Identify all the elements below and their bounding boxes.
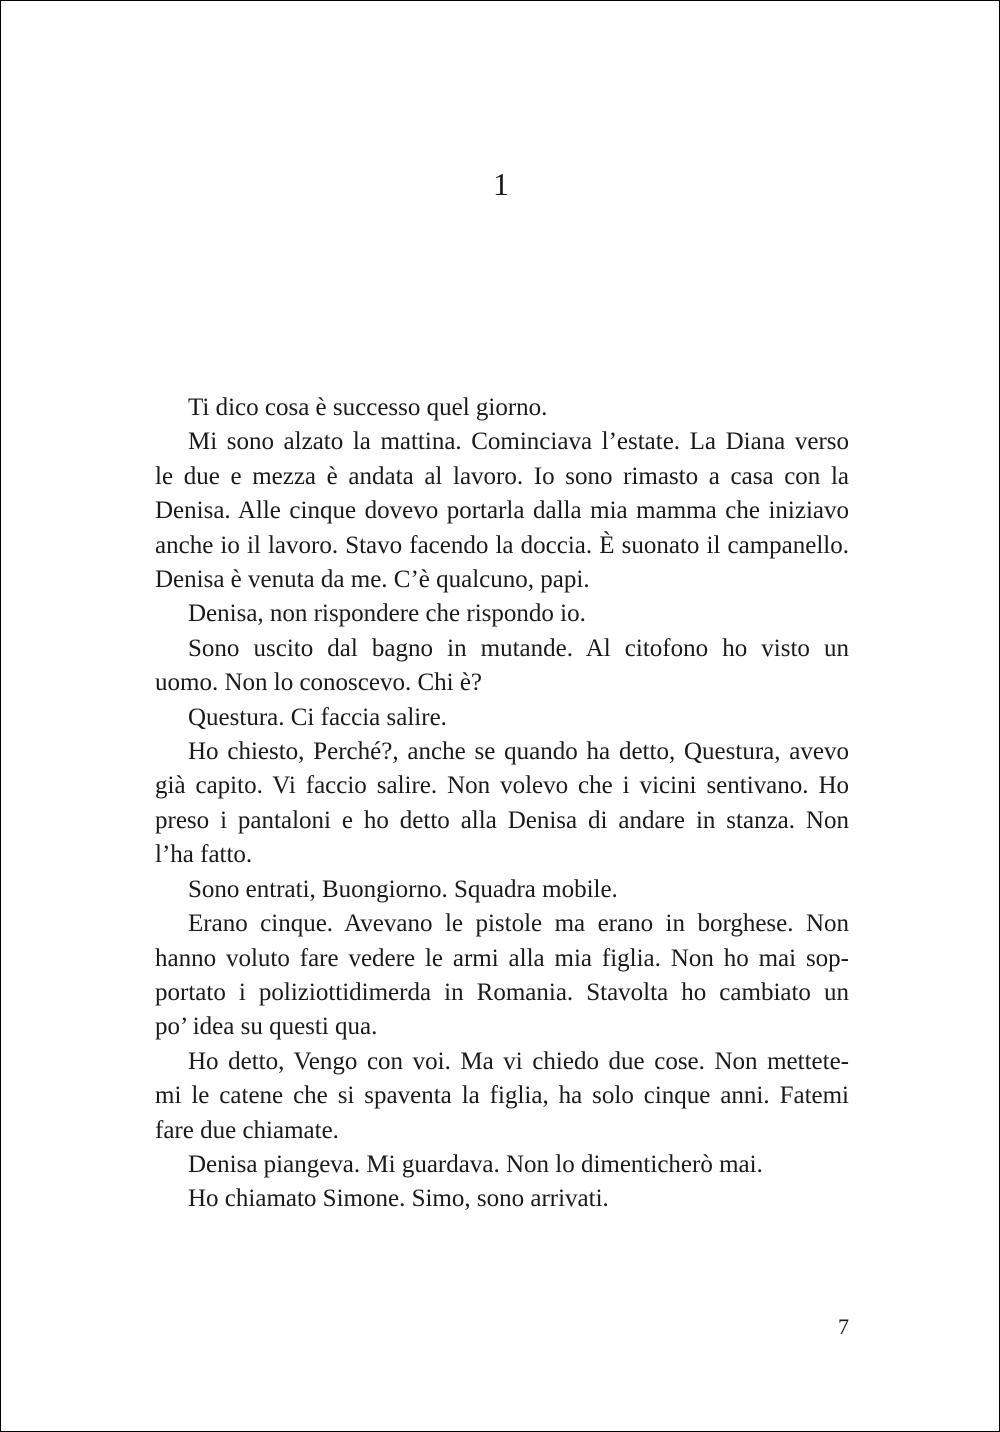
text-line: Ho detto, Vengo con voi. Ma vi chiedo due cose. Non mettete-: [188, 1047, 849, 1075]
text-line: l’ha fatto.: [155, 841, 253, 869]
text-line: Ti dico cosa è successo quel giorno.: [188, 394, 548, 421]
text-line: Denisa. Alle cinque dovevo portarla dalla mia mamma che iniziavo: [155, 497, 849, 525]
paragraph: [155, 907, 849, 1045]
text-line: Denisa piangeva. Mi guardava. Non lo dimenticherò mai.: [188, 1150, 763, 1178]
chapter-body: [155, 391, 849, 1217]
text-line: Denisa, non rispondere che rispondo io.: [188, 600, 586, 628]
text-line: Mi sono alzato la mattina. Cominciava l’estate. La Diana verso: [188, 428, 849, 456]
paragraph: [155, 1045, 849, 1148]
paragraph: [155, 632, 849, 701]
chapter-number: 1: [493, 166, 509, 202]
text-line: hanno voluto fare vedere le armi alla mia figlia. Non ho mai sop-: [155, 944, 849, 972]
text-line: portato i poliziottidimerda in Romania. Stavolta ho cambiato un: [155, 978, 849, 1006]
text-line: po’ idea su questi qua.: [155, 1013, 378, 1041]
text-line: Denisa è venuta da me. C’è qualcuno, papi.: [155, 566, 590, 594]
text-line: fare due chiamate.: [155, 1116, 339, 1144]
paragraph: [155, 1182, 849, 1216]
text-line: Sono uscito dal bagno in mutande. Al citofono ho visto un: [188, 634, 849, 662]
paragraph: [155, 873, 849, 907]
text-line: Ho chiamato Simone. Simo, sono arrivati.: [188, 1185, 609, 1213]
paragraph: [155, 391, 849, 425]
text-line: anche io il lavoro. Stavo facendo la doccia. È suonato il campanello.: [155, 531, 849, 559]
text-line: già capito. Vi faccio salire. Non volevo che i vicini sentivano. Ho: [155, 772, 849, 800]
page-number: 7: [838, 1314, 849, 1339]
text-line: Questura. Ci faccia salire.: [188, 703, 447, 731]
text-line: Erano cinque. Avevano le pistole ma erano in borghese. Non: [188, 910, 849, 938]
text-line: Sono entrati, Buongiorno. Squadra mobile.: [188, 875, 618, 903]
text-line: mi le catene che si spaventa la figlia, ha solo cinque anni. Fatemi: [155, 1082, 849, 1110]
paragraph: [155, 701, 849, 735]
paragraph: [155, 597, 849, 631]
text-line: Ho chiesto, Perché?, anche se quando ha detto, Questura, avevo: [188, 738, 849, 766]
text-line: uomo. Non lo conoscevo. Chi è?: [155, 669, 483, 697]
text-line: le due e mezza è andata al lavoro. Io sono rimasto a casa con la: [155, 462, 849, 490]
text-line: preso i pantaloni e ho detto alla Denisa di andare in stanza. Non: [155, 806, 849, 834]
paragraph: [155, 425, 849, 597]
paragraph: [155, 735, 849, 873]
paragraph: [155, 1148, 849, 1182]
